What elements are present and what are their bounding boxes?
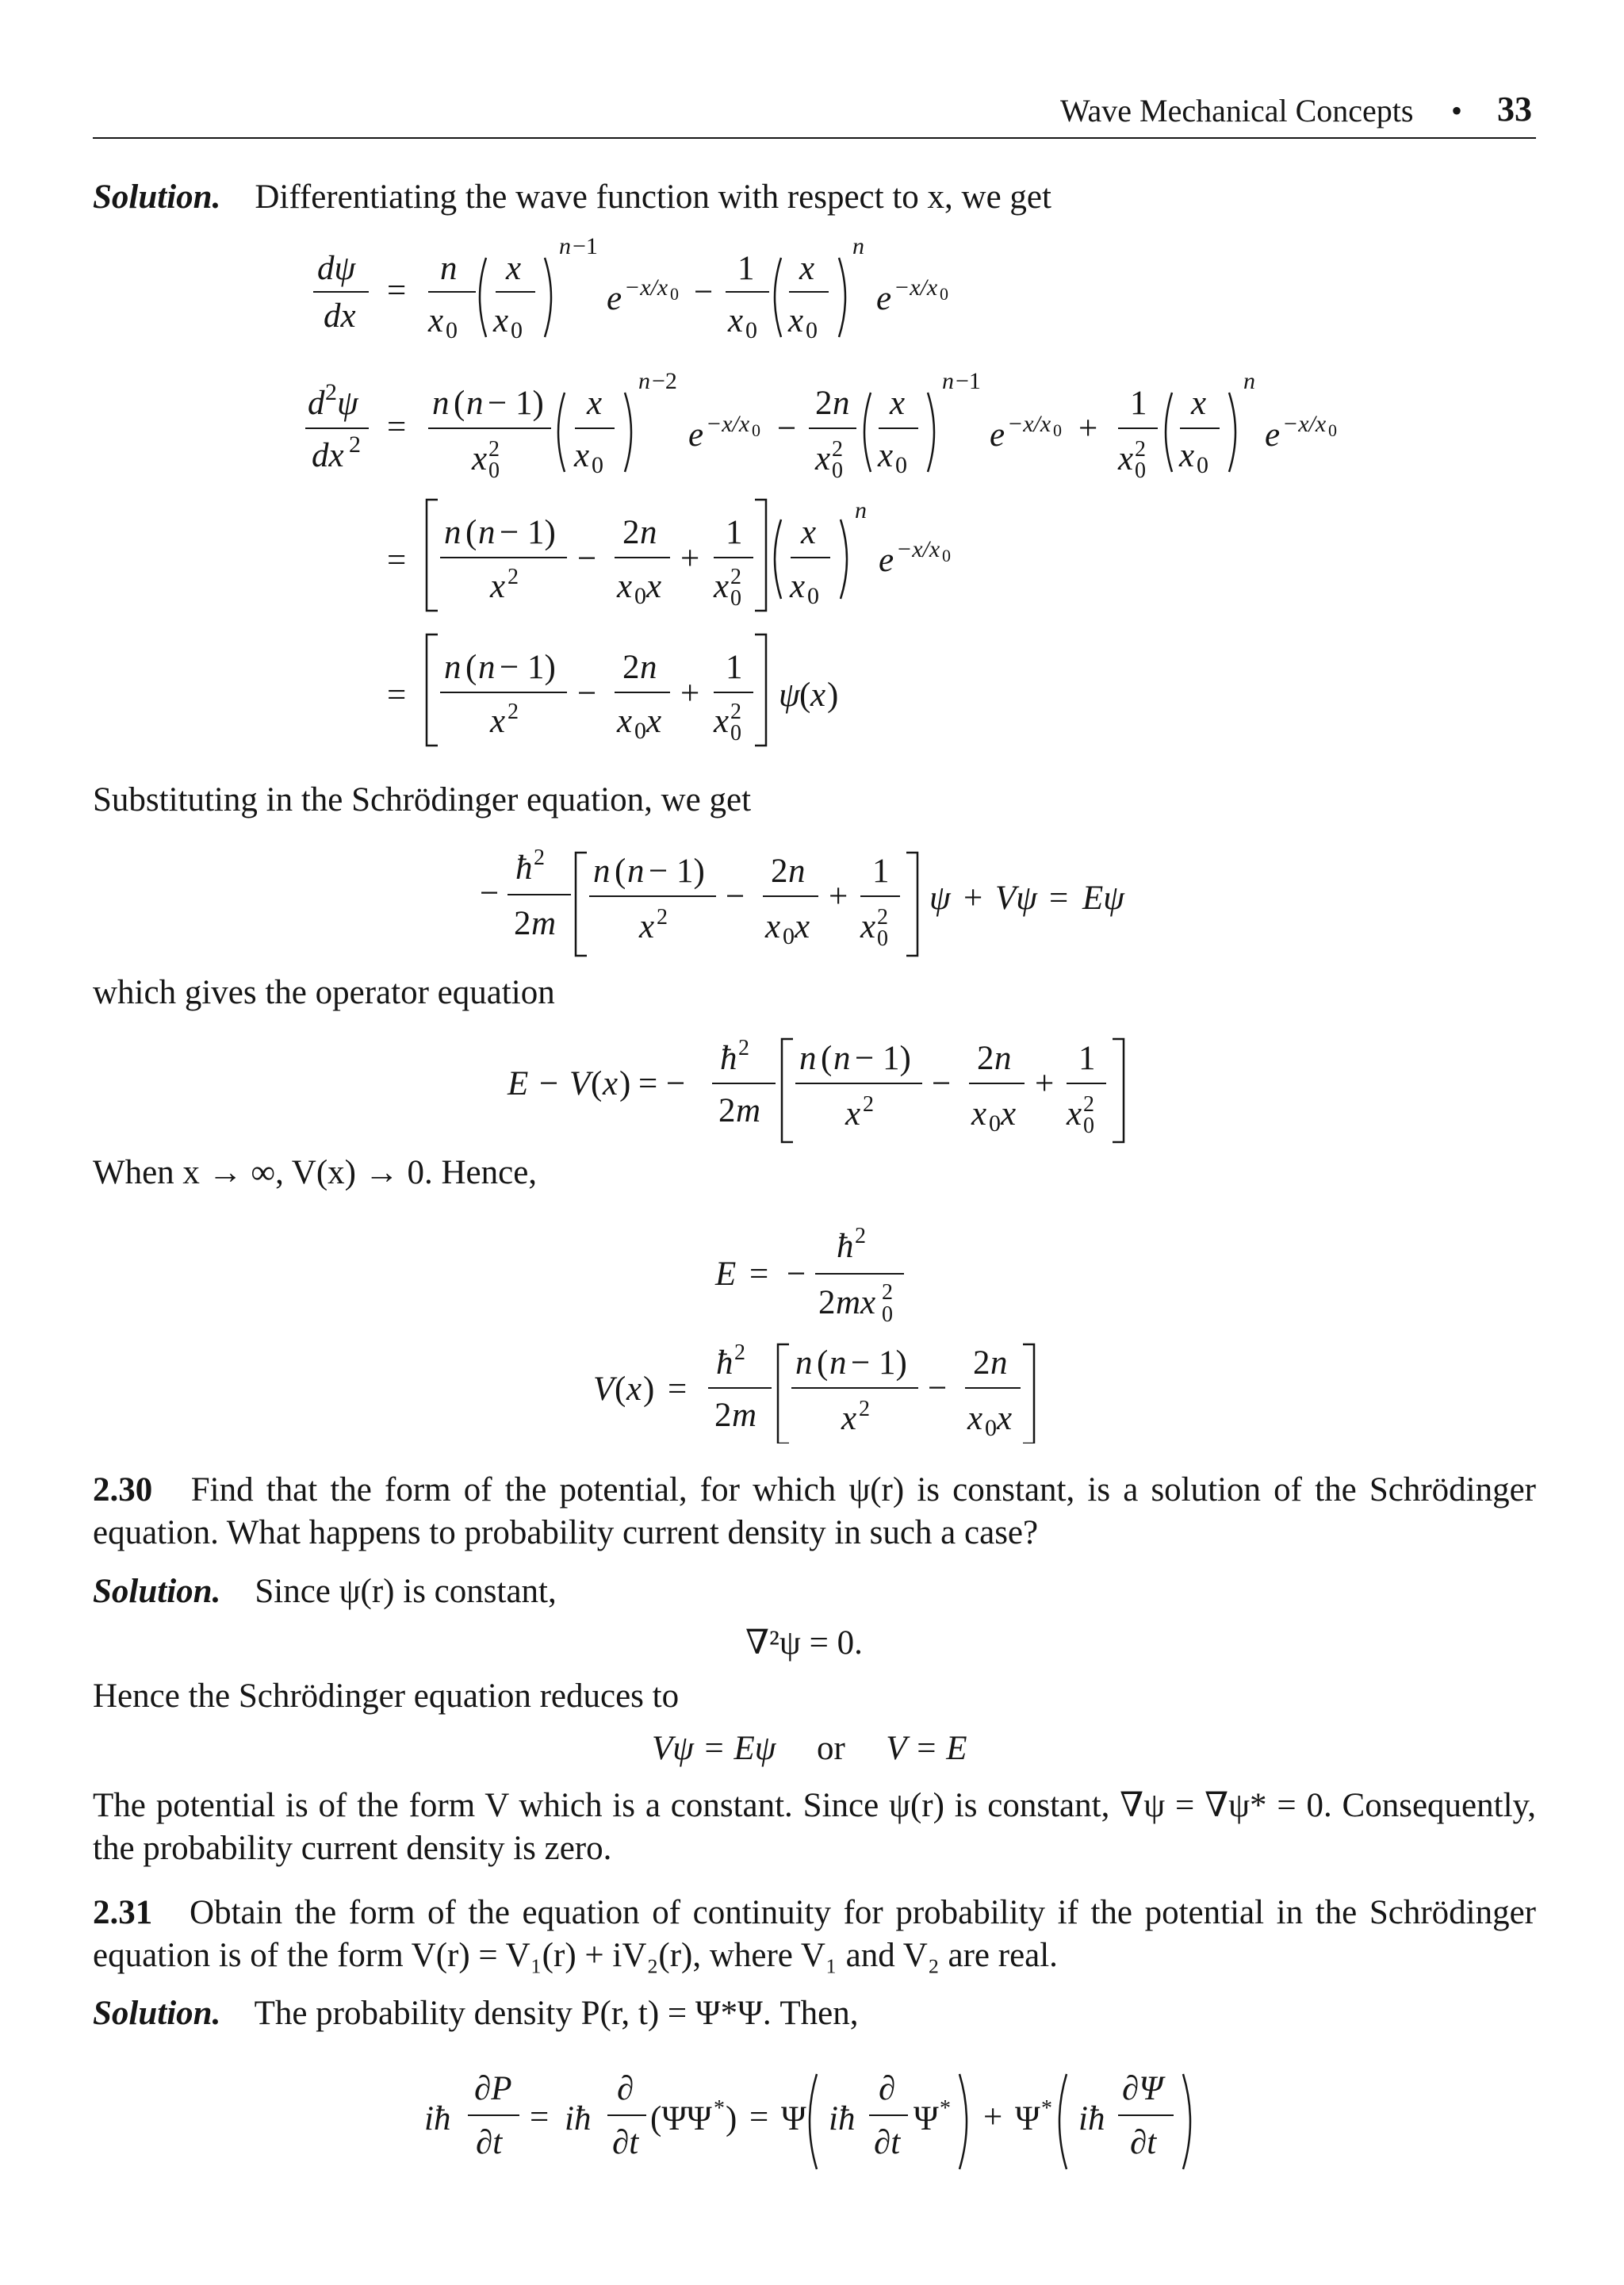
svg-text:n: n — [432, 385, 450, 422]
svg-text:n: n — [640, 649, 657, 686]
svg-text:0: 0 — [877, 926, 888, 951]
svg-text:(: ( — [615, 853, 626, 890]
svg-text:*: * — [940, 2096, 951, 2121]
svg-text:2: 2 — [877, 905, 888, 930]
svg-text:0: 0 — [446, 317, 458, 343]
substituting-text: Substituting in the Schrödinger equation, we get — [93, 781, 752, 819]
problem-2-30 — [93, 1469, 1536, 1555]
svg-text:n: n — [593, 853, 611, 890]
svg-text:−: − — [928, 1370, 948, 1407]
svg-text:2: 2 — [859, 1397, 870, 1421]
svg-text:n: n — [942, 368, 954, 394]
svg-text:(: ( — [821, 1040, 833, 1077]
svg-text:+: + — [1035, 1065, 1055, 1102]
svg-text:2: 2 — [771, 853, 788, 890]
svg-text:−: − — [777, 410, 797, 447]
svg-text:n: n — [833, 1040, 851, 1077]
problem-text: Find that the form of the potential, for which ψ(r) is constant, is a solution of the Schrödinger equation. What happens to probability current density in such a case? — [93, 1471, 1537, 1551]
svg-text:x: x — [810, 677, 826, 714]
svg-text:x: x — [646, 703, 662, 740]
svg-text:1: 1 — [726, 514, 743, 551]
svg-text:x: x — [1191, 385, 1207, 422]
svg-text:Ψ: Ψ — [1015, 2100, 1040, 2137]
svg-text:2: 2 — [488, 437, 500, 462]
svg-text:e: e — [688, 416, 704, 454]
svg-text:x: x — [765, 908, 781, 945]
svg-text:2: 2 — [832, 437, 843, 462]
svg-text:n: n — [444, 514, 462, 551]
svg-text:1: 1 — [1130, 385, 1147, 422]
svg-text:−: − — [577, 540, 597, 577]
svg-text:− 1): − 1) — [500, 514, 556, 551]
svg-text:x: x — [815, 440, 831, 477]
svg-text:(: ( — [615, 1371, 626, 1408]
solution-label: Solution. — [93, 1573, 221, 1610]
svg-text:∂: ∂ — [879, 2070, 896, 2107]
svg-text:x: x — [799, 250, 815, 287]
svg-text:0: 0 — [670, 284, 679, 304]
svg-text:∂Ψ: ∂Ψ — [1122, 2070, 1163, 2107]
svg-text:=: = — [387, 677, 407, 714]
svg-text:2: 2 — [730, 565, 741, 589]
svg-text:− 1): − 1) — [500, 649, 556, 686]
svg-text:−: − — [932, 1065, 952, 1102]
svg-text:n: n — [440, 250, 458, 287]
svg-text:2: 2 — [514, 905, 531, 942]
svg-text:x: x — [490, 568, 506, 605]
svg-text:x: x — [714, 703, 730, 740]
svg-text:1: 1 — [872, 853, 890, 890]
solution-1-line — [93, 176, 1051, 219]
svg-text:n: n — [829, 1344, 847, 1382]
svg-text:1: 1 — [726, 649, 743, 686]
svg-text:−x/x: −x/x — [706, 411, 750, 437]
svg-text:ψ: ψ — [337, 385, 358, 422]
header-rule — [93, 137, 1536, 139]
svg-text:2: 2 — [855, 1224, 866, 1248]
svg-text:∂P: ∂P — [474, 2070, 512, 2107]
header-title: Wave Mechanical Concepts — [1060, 93, 1414, 128]
svg-text:0: 0 — [1328, 420, 1337, 440]
svg-text:x: x — [997, 1400, 1013, 1437]
svg-text:(: ( — [799, 677, 811, 714]
svg-text:2: 2 — [882, 1280, 893, 1305]
svg-text:2: 2 — [508, 700, 519, 724]
svg-text:iħ: iħ — [1078, 2100, 1105, 2137]
svg-text:0: 0 — [783, 923, 795, 949]
svg-text:−x/x: −x/x — [624, 274, 668, 301]
svg-text:−2: −2 — [652, 368, 677, 394]
svg-text:dx: dx — [324, 297, 356, 335]
svg-text:n: n — [559, 233, 571, 259]
svg-text:n: n — [478, 514, 496, 551]
svg-text:0: 0 — [989, 1110, 1001, 1137]
svg-text:n: n — [444, 649, 462, 686]
svg-text:V: V — [593, 1371, 615, 1408]
svg-text:2: 2 — [657, 905, 668, 930]
svg-text:x: x — [795, 908, 810, 945]
svg-text:n: n — [640, 514, 657, 551]
svg-text:x: x — [1118, 440, 1134, 477]
svg-text:x: x — [639, 908, 655, 945]
svg-text:∂t: ∂t — [1130, 2124, 1157, 2161]
svg-text:dx: dx — [312, 437, 344, 474]
problem-text: Obtain the form of the equation of continuity for probability if the potential in the Schrödinger equation is of the form V(r) = V₁(r) + iV₂(r), where V₁ and V₂ are real. — [93, 1894, 1536, 1974]
svg-text:−x/x: −x/x — [896, 536, 940, 562]
svg-text:ψ: ψ — [779, 677, 800, 714]
svg-text:−x/x: −x/x — [894, 274, 938, 301]
problem-number: 2.30 — [93, 1471, 153, 1509]
svg-text:n: n — [638, 368, 650, 394]
svg-text:*: * — [1041, 2096, 1052, 2121]
svg-text:): ) — [726, 2100, 737, 2137]
svg-text:− 1): − 1) — [851, 1344, 907, 1382]
svg-text:e: e — [990, 416, 1005, 454]
svg-text:m: m — [736, 1092, 761, 1129]
reduced-or: or — [816, 1730, 845, 1767]
svg-text:0: 0 — [942, 546, 951, 565]
header-bullet: • — [1451, 93, 1463, 128]
svg-text:0: 0 — [1083, 1114, 1094, 1138]
svg-text:0: 0 — [1197, 452, 1208, 478]
svg-text:−: − — [539, 1065, 559, 1102]
svg-text:x: x — [646, 568, 662, 605]
energy-potential-equations — [0, 1206, 1624, 1443]
operator-text: which gives the operator equation — [93, 974, 555, 1011]
svg-text:0: 0 — [1135, 458, 1146, 483]
svg-text:x: x — [845, 1095, 861, 1133]
reduced-equation — [652, 1729, 967, 1768]
svg-text:−: − — [480, 875, 500, 912]
svg-text:2: 2 — [973, 1344, 990, 1382]
svg-text:n: n — [788, 853, 806, 890]
operator-equation — [0, 1023, 1624, 1158]
svg-text:2: 2 — [622, 514, 640, 551]
svg-text:n: n — [852, 233, 864, 259]
svg-text:x: x — [472, 440, 488, 477]
svg-text:− 1): − 1) — [855, 1040, 911, 1077]
svg-text:x: x — [788, 302, 804, 339]
svg-text:=: = — [749, 1256, 769, 1293]
page-number: 33 — [1497, 90, 1532, 128]
svg-text:2: 2 — [508, 565, 519, 589]
svg-text:x: x — [587, 385, 603, 422]
svg-text:2: 2 — [349, 431, 361, 458]
solution-text: The probability density P(r, t) = Ψ*Ψ. Then, — [254, 1995, 859, 2032]
svg-text:2: 2 — [815, 385, 833, 422]
svg-text:−: − — [577, 675, 597, 712]
svg-text:iħ: iħ — [829, 2100, 856, 2137]
svg-text:∂: ∂ — [617, 2070, 634, 2107]
svg-text:2: 2 — [1135, 437, 1146, 462]
svg-text:0: 0 — [882, 1302, 893, 1327]
svg-text:+: + — [1078, 410, 1098, 447]
solution-text: Differentiating the wave function with respect to x, we get — [255, 178, 1051, 216]
svg-text:x: x — [1001, 1095, 1017, 1133]
svg-text:x: x — [603, 1065, 619, 1102]
svg-text:2: 2 — [863, 1092, 874, 1117]
svg-text:): ) — [827, 677, 839, 714]
svg-text:−1: −1 — [956, 368, 981, 394]
svg-text:x: x — [428, 302, 444, 339]
svg-text:2: 2 — [738, 1036, 749, 1060]
svg-text:0: 0 — [985, 1415, 997, 1441]
svg-text:x: x — [490, 703, 506, 740]
svg-text:x: x — [790, 568, 806, 605]
svg-text:0: 0 — [511, 317, 523, 343]
svg-text:0: 0 — [806, 317, 818, 343]
svg-text:x: x — [801, 514, 817, 551]
svg-text:n: n — [994, 1040, 1012, 1077]
svg-text:Ψ: Ψ — [914, 2100, 939, 2137]
limit-text: When x → ∞, V(x) → 0. Hence, — [93, 1154, 538, 1191]
svg-text:): ) — [619, 1065, 631, 1102]
svg-text:n: n — [466, 385, 484, 422]
substituted-equation — [0, 833, 1624, 976]
svg-text:∂t: ∂t — [612, 2124, 639, 2161]
svg-text:−x/x: −x/x — [1007, 411, 1051, 437]
svg-text:V: V — [569, 1065, 591, 1102]
svg-text:+: + — [829, 878, 848, 915]
svg-text:iħ: iħ — [565, 2100, 592, 2137]
svg-text:∂t: ∂t — [874, 2124, 901, 2161]
svg-text:2: 2 — [734, 1340, 745, 1365]
svg-text:0: 0 — [592, 452, 603, 478]
svg-text:0: 0 — [634, 583, 646, 609]
svg-text:n: n — [478, 649, 496, 686]
svg-text:0: 0 — [730, 586, 741, 611]
svg-text:x: x — [728, 302, 744, 339]
svg-text:−1: −1 — [573, 233, 598, 259]
svg-text:0: 0 — [488, 458, 500, 483]
svg-text:−: − — [726, 878, 745, 915]
svg-text:E: E — [508, 1065, 529, 1102]
svg-text:−: − — [787, 1256, 806, 1293]
svg-text:iħ: iħ — [424, 2100, 451, 2137]
svg-text:n: n — [1243, 368, 1255, 394]
reduced-left: Vψ = Eψ — [652, 1730, 776, 1767]
svg-text:0: 0 — [634, 718, 646, 744]
svg-text:(: ( — [454, 385, 465, 422]
svg-text:1: 1 — [1078, 1040, 1096, 1077]
svg-text:2: 2 — [714, 1397, 732, 1434]
svg-text:+: + — [983, 2099, 1003, 2136]
svg-text:ħ: ħ — [515, 849, 533, 887]
svg-text:x: x — [860, 908, 876, 945]
svg-text:0: 0 — [745, 317, 757, 343]
svg-text:x: x — [841, 1400, 857, 1437]
svg-text:− 1): − 1) — [649, 853, 705, 890]
svg-text:Vψ: Vψ — [995, 880, 1037, 917]
solution-2-line — [93, 1570, 557, 1613]
svg-text:0: 0 — [752, 420, 760, 440]
svg-text:0: 0 — [895, 452, 907, 478]
svg-text:2: 2 — [622, 649, 640, 686]
svg-text:2: 2 — [534, 845, 545, 870]
reduce-text: Hence the Schrödinger equation reduces to — [93, 1677, 680, 1715]
svg-text:ħ: ħ — [720, 1040, 737, 1077]
svg-text:mx: mx — [836, 1284, 876, 1321]
svg-text:x: x — [626, 1371, 642, 1408]
svg-text:(: ( — [817, 1344, 829, 1382]
problem-number: 2.31 — [93, 1894, 153, 1931]
svg-text:=: = — [387, 272, 407, 309]
svg-text:x: x — [574, 437, 590, 474]
svg-text:m: m — [531, 905, 557, 942]
svg-text:d: d — [308, 385, 325, 422]
svg-text:*: * — [714, 2096, 725, 2121]
svg-text:n: n — [799, 1040, 817, 1077]
solution-text: Since ψ(r) is constant, — [255, 1573, 557, 1610]
svg-text:1: 1 — [737, 250, 755, 287]
svg-text:= −: = − — [638, 1065, 686, 1102]
svg-text:(: ( — [465, 649, 477, 686]
svg-text:ψ: ψ — [929, 880, 951, 917]
svg-text:n: n — [990, 1344, 1008, 1382]
svg-text:x: x — [506, 250, 522, 287]
svg-text:E: E — [715, 1256, 737, 1293]
derivative-equations — [0, 230, 1624, 785]
svg-text:x: x — [1067, 1095, 1082, 1133]
solution-3-line — [93, 1992, 858, 2035]
reduced-right: V = E — [886, 1730, 967, 1767]
svg-text:2: 2 — [818, 1284, 836, 1321]
svg-text:0: 0 — [807, 583, 819, 609]
svg-text:=: = — [530, 2099, 550, 2136]
svg-text:− 1): − 1) — [488, 385, 544, 422]
svg-text:=: = — [749, 2099, 769, 2136]
svg-text:0: 0 — [832, 458, 843, 483]
problem-2-31 — [93, 1892, 1536, 1977]
svg-text:Eψ: Eψ — [1082, 880, 1124, 917]
solution-label: Solution. — [93, 1995, 221, 2032]
svg-text:2: 2 — [1083, 1092, 1094, 1117]
svg-text:e: e — [607, 280, 622, 317]
svg-text:ħ: ħ — [837, 1228, 854, 1265]
svg-text:2: 2 — [730, 700, 741, 724]
svg-text:x: x — [617, 568, 633, 605]
svg-text:dψ: dψ — [317, 250, 356, 287]
svg-text:=: = — [387, 542, 407, 579]
svg-text:0: 0 — [1053, 420, 1062, 440]
svg-text:(: ( — [465, 514, 477, 551]
svg-text:0: 0 — [940, 284, 948, 304]
svg-text:+: + — [963, 880, 983, 917]
svg-text:+: + — [680, 675, 700, 712]
svg-text:m: m — [732, 1397, 757, 1434]
svg-text:x: x — [1179, 437, 1195, 474]
svg-text:e: e — [879, 542, 894, 579]
svg-text:x: x — [967, 1400, 983, 1437]
svg-text:ħ: ħ — [716, 1344, 733, 1382]
svg-text:0: 0 — [730, 721, 741, 746]
svg-text:x: x — [971, 1095, 987, 1133]
svg-text:x: x — [493, 302, 509, 339]
svg-text:+: + — [680, 540, 700, 577]
svg-text:=: = — [668, 1371, 688, 1408]
svg-text:2: 2 — [718, 1092, 736, 1129]
svg-text:−: − — [694, 274, 714, 311]
svg-text:e: e — [876, 280, 892, 317]
svg-text:n: n — [833, 385, 850, 422]
svg-text:Ψ: Ψ — [781, 2100, 806, 2137]
svg-text:=: = — [387, 408, 407, 446]
svg-text:(: ( — [591, 1065, 603, 1102]
svg-text:2: 2 — [977, 1040, 994, 1077]
svg-text:x: x — [890, 385, 906, 422]
svg-text:): ) — [643, 1371, 655, 1408]
svg-text:2: 2 — [325, 379, 337, 405]
svg-text:x: x — [617, 703, 633, 740]
svg-text:n: n — [795, 1344, 813, 1382]
svg-text:∂t: ∂t — [476, 2124, 503, 2161]
svg-text:n: n — [855, 497, 867, 523]
svg-text:(ΨΨ: (ΨΨ — [650, 2100, 712, 2137]
laplace-equation: ∇²ψ = 0. — [745, 1624, 863, 1662]
svg-text:n: n — [627, 853, 645, 890]
svg-text:e: e — [1265, 416, 1281, 454]
svg-text:x: x — [878, 437, 894, 474]
continuity-equation — [0, 2050, 1624, 2189]
svg-text:−x/x: −x/x — [1282, 411, 1327, 437]
solution-label: Solution. — [93, 178, 221, 216]
svg-text:=: = — [1049, 880, 1069, 917]
potential-paragraph: The potential is of the form V which is a constant. Since ψ(r) is constant, ∇ψ = ∇ψ* = 0. Consequently, the probability current density is zero. — [93, 1787, 1536, 1867]
svg-text:x: x — [714, 568, 730, 605]
